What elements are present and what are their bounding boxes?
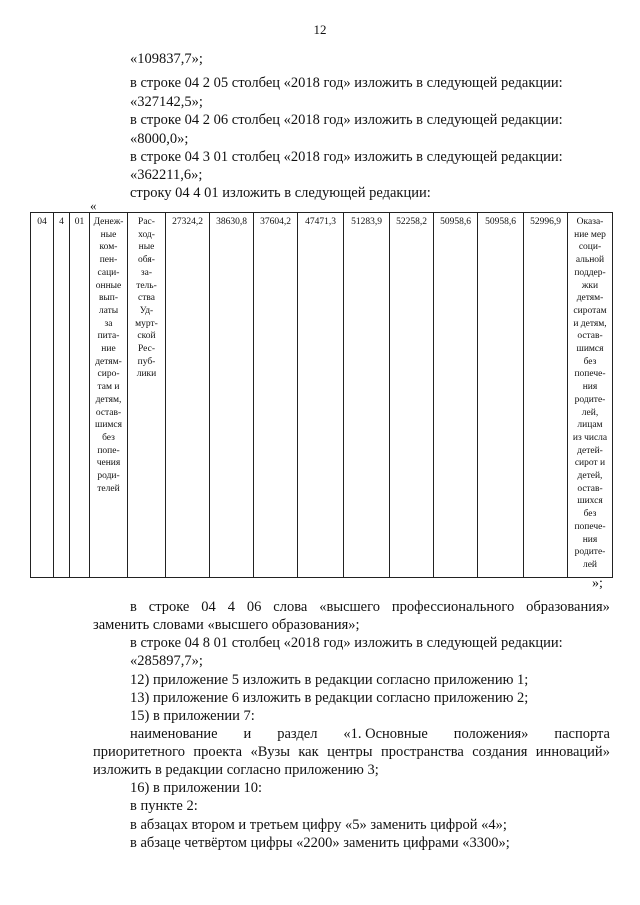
code-cell: 04 xyxy=(31,213,54,578)
type-cell: Рас- ход- ные обя- за- тель- ства Уд- мурт- ской Рес- пуб- лики xyxy=(128,213,166,578)
text-line: строку 04 4 01 изложить в следующей редакции: xyxy=(130,185,431,201)
text-line: в пункте 2: xyxy=(130,798,198,814)
text-line: в строке 04 3 01 столбец «2018 год» изложить в следующей редакции: xyxy=(130,149,563,165)
value-cell: 37604,2 xyxy=(254,213,298,578)
text-line: в строке 04 2 06 столбец «2018 год» изложить в следующей редакции: xyxy=(130,112,563,128)
text-line: в строке 04 2 05 столбец «2018 год» изложить в следующей редакции: xyxy=(130,75,563,91)
word: создания xyxy=(472,744,528,760)
close-quote: »; xyxy=(592,576,603,591)
purpose-cell: Оказа- ние мер соци- альной поддер- жки детям- сиротам и детям, остав- шимся без попече- ния родите- лей, лицам из числа детей- сирот и детей, остав- шихся без попече- ния родите- лей xyxy=(568,213,613,578)
word: «Вузы xyxy=(250,744,290,760)
word: в xyxy=(130,599,137,615)
word: инноваций» xyxy=(535,744,610,760)
text-line: «327142,5»; xyxy=(130,94,203,110)
word: центры xyxy=(327,744,373,760)
text-line: заменить словами «высшего образования»; xyxy=(93,617,360,633)
word: паспорта xyxy=(554,726,610,742)
value-cell: 38630,8 xyxy=(210,213,254,578)
word: проекта xyxy=(193,744,243,760)
text-line: в абзацах втором и третьем цифру «5» заменить цифрой «4»; xyxy=(130,817,507,833)
text-line: «109837,7»; xyxy=(130,51,203,67)
text-line: 15) в приложении 7: xyxy=(130,708,255,724)
text-line: «362211,6»; xyxy=(130,167,203,183)
word: 06 xyxy=(246,599,262,615)
code-cell: 4 xyxy=(54,213,70,578)
open-quote: « xyxy=(90,198,97,213)
word: слова xyxy=(273,599,308,615)
word: положения» xyxy=(453,726,529,742)
word: «высшего xyxy=(319,599,380,615)
justified-line xyxy=(130,598,610,616)
text-line: в строке 04 8 01 столбец «2018 год» изложить в следующей редакции: xyxy=(130,635,563,651)
word: 04 xyxy=(201,599,216,615)
word: и xyxy=(243,726,252,742)
value-cell: 51283,9 xyxy=(344,213,390,578)
text-line: «285897,7»; xyxy=(130,653,203,669)
text-line: в абзаце четвёртом цифры «2200» заменить цифрами «3300»; xyxy=(130,835,510,851)
justified-line xyxy=(93,743,610,761)
value-cell: 47471,3 xyxy=(298,213,344,578)
budget-table-row xyxy=(30,212,613,578)
value-cell: 50958,6 xyxy=(434,213,478,578)
text-line: 13) приложение 6 изложить в редакции согласно приложению 2; xyxy=(130,690,529,706)
page-number: 12 xyxy=(313,22,327,37)
word: образования» xyxy=(526,599,610,615)
word: приоритетного xyxy=(93,744,185,760)
word: раздел xyxy=(277,726,318,742)
name-cell: Денеж- ные ком- пен- саци- онные вып- латы за пита- ние детям- сиро- там и детям, остав- шимся без попе- чения роди- телей xyxy=(90,213,128,578)
text-line: 16) в приложении 10: xyxy=(130,780,263,796)
justified-line xyxy=(130,725,610,743)
text-line: 12) приложение 5 изложить в редакции согласно приложению 1; xyxy=(130,672,529,688)
word: как xyxy=(298,744,319,760)
value-cell: 52258,2 xyxy=(390,213,434,578)
word: «1. Основные xyxy=(343,726,428,742)
word: наименование xyxy=(130,726,218,742)
word: строке xyxy=(148,599,190,615)
word: 4 xyxy=(227,599,235,615)
word: профессионального xyxy=(391,599,515,615)
code-cell: 01 xyxy=(70,213,90,578)
value-cell: 27324,2 xyxy=(166,213,210,578)
text-line: «8000,0»; xyxy=(130,131,189,147)
text-line: изложить в редакции согласно приложению 3; xyxy=(93,762,379,778)
word: пространства xyxy=(380,744,464,760)
value-cell: 52996,9 xyxy=(524,213,568,578)
value-cell: 50958,6 xyxy=(478,213,524,578)
